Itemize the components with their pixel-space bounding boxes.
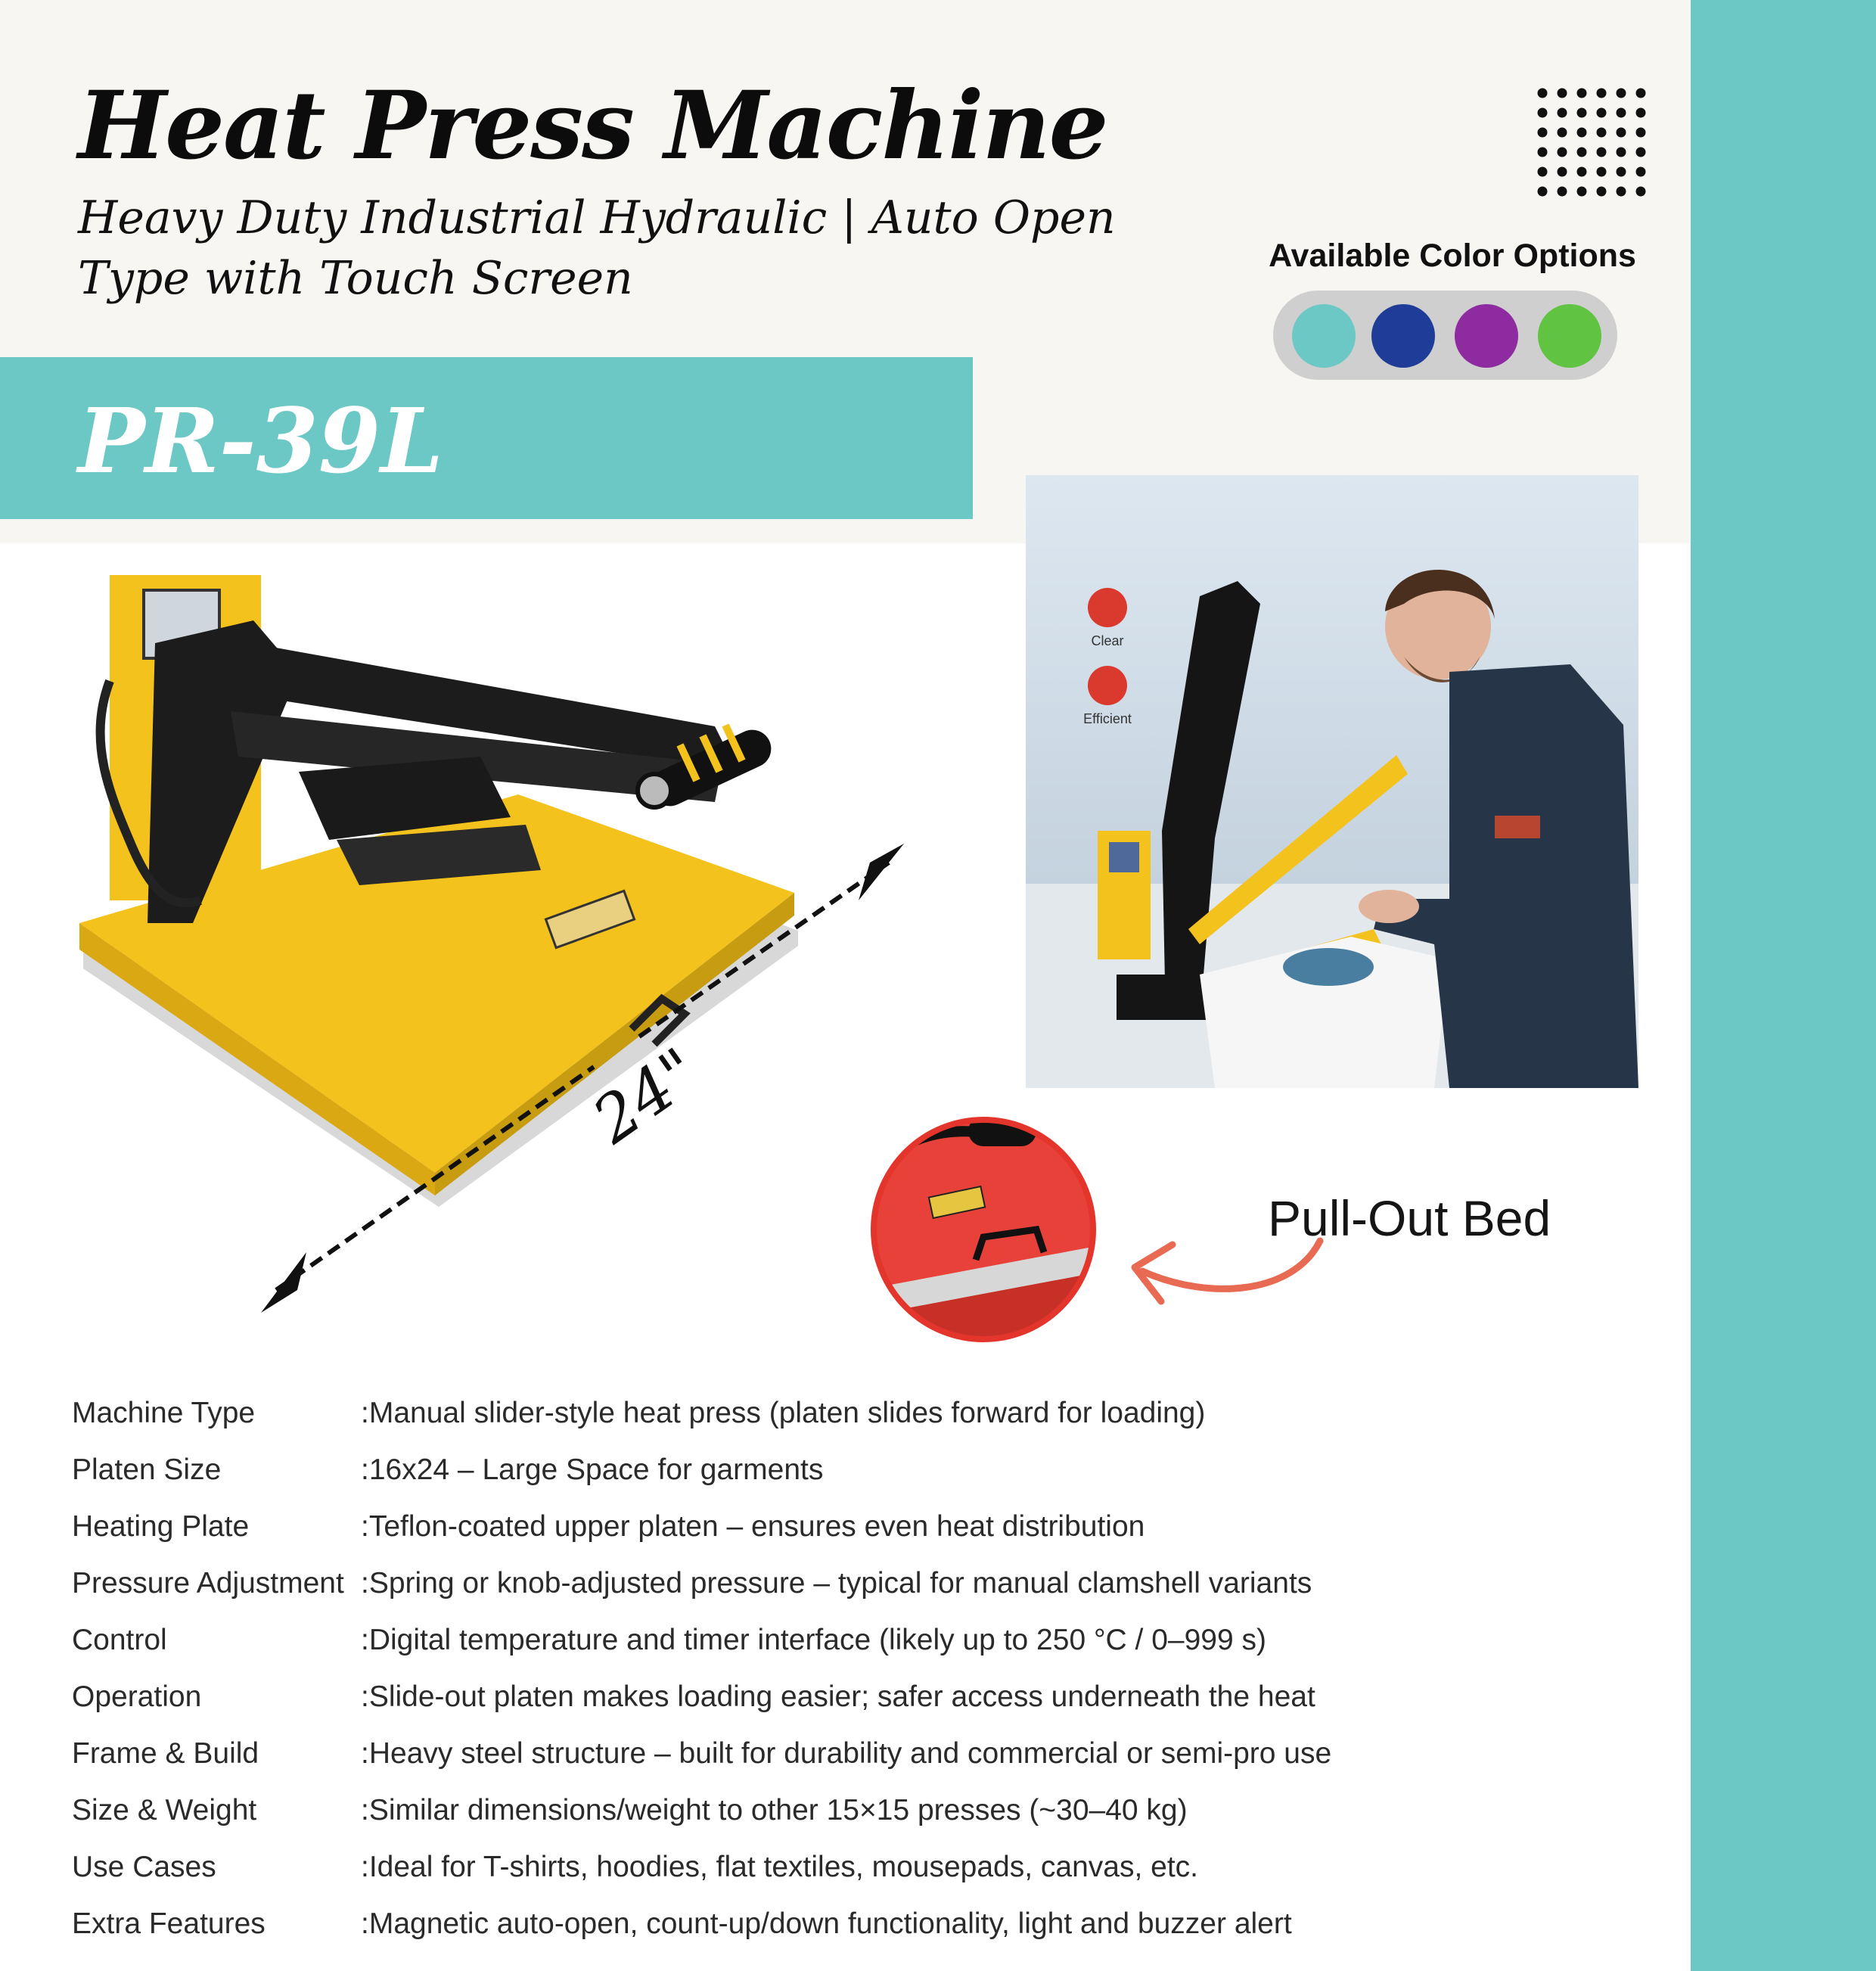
spec-label: Platen Size bbox=[72, 1453, 222, 1486]
page-title: Heat Press Machine bbox=[78, 71, 1107, 181]
spec-row bbox=[72, 1555, 1630, 1612]
spec-label: Operation bbox=[72, 1680, 202, 1713]
spec-value: :Teflon-coated upper platen – ensures even heat distribution bbox=[361, 1509, 1145, 1543]
color-swatch-green[interactable] bbox=[1538, 304, 1601, 368]
spec-row bbox=[72, 1498, 1630, 1555]
color-swatch-purple[interactable] bbox=[1455, 304, 1518, 368]
color-options-label: Available Color Options bbox=[1269, 238, 1636, 274]
heat-press-machine-image bbox=[57, 545, 912, 1339]
spec-label: Heating Plate bbox=[72, 1509, 250, 1543]
dimension-label: 24" bbox=[579, 1034, 713, 1158]
spec-row bbox=[72, 1441, 1630, 1498]
spec-row bbox=[72, 1385, 1630, 1441]
spec-label: Size & Weight bbox=[72, 1793, 257, 1826]
pullout-bed-zoom bbox=[862, 1108, 1104, 1351]
spec-label: Use Cases bbox=[72, 1850, 216, 1883]
feature-label-clear: Clear bbox=[1091, 633, 1124, 648]
spec-row bbox=[72, 1612, 1630, 1668]
dot-grid-decoration bbox=[1536, 86, 1649, 200]
spec-list bbox=[72, 1385, 1630, 1952]
spec-label: Machine Type bbox=[72, 1396, 256, 1429]
spec-row bbox=[72, 1725, 1630, 1782]
spec-row bbox=[72, 1839, 1630, 1895]
spec-value: :Digital temperature and timer interface (likely up to 250 °C / 0–999 s) bbox=[361, 1623, 1267, 1656]
spec-label: Control bbox=[72, 1623, 167, 1656]
spec-label: Pressure Adjustment bbox=[72, 1566, 344, 1599]
color-swatch-teal[interactable] bbox=[1292, 304, 1356, 368]
pullout-bed-label: Pull-Out Bed bbox=[1268, 1190, 1551, 1246]
spec-label: Extra Features bbox=[72, 1907, 266, 1940]
page-subtitle: Heavy Duty Industrial Hydraulic | Auto Open Type with Touch Screen bbox=[78, 191, 1116, 305]
spec-value: :Slide-out platen makes loading easier; safer access underneath the heat bbox=[361, 1680, 1315, 1713]
right-accent-strip bbox=[1691, 0, 1876, 1971]
spec-value: :Manual slider-style heat press (platen slides forward for loading) bbox=[361, 1396, 1206, 1429]
spec-value: :Spring or knob-adjusted pressure – typical for manual clamshell variants bbox=[361, 1566, 1312, 1599]
feature-label-efficient: Efficient bbox=[1083, 711, 1132, 726]
spec-value: :Similar dimensions/weight to other 15×15 presses (~30–40 kg) bbox=[361, 1793, 1188, 1826]
color-swatch-group bbox=[1273, 291, 1617, 380]
spec-value: :Ideal for T-shirts, hoodies, flat textiles, mousepads, canvas, etc. bbox=[361, 1850, 1198, 1883]
spec-value: :Magnetic auto-open, count-up/down functionality, light and buzzer alert bbox=[361, 1907, 1292, 1940]
spec-value: :Heavy steel structure – built for durability and commercial or semi-pro use bbox=[361, 1736, 1332, 1770]
spec-row bbox=[72, 1782, 1630, 1839]
model-number: PR-39L bbox=[78, 388, 443, 493]
spec-value: :16x24 – Large Space for garments bbox=[361, 1453, 824, 1486]
spec-row bbox=[72, 1895, 1630, 1952]
color-swatch-blue[interactable] bbox=[1371, 304, 1435, 368]
spec-row bbox=[72, 1668, 1630, 1725]
spec-label: Frame & Build bbox=[72, 1736, 259, 1770]
operator-photo bbox=[1026, 475, 1638, 1088]
